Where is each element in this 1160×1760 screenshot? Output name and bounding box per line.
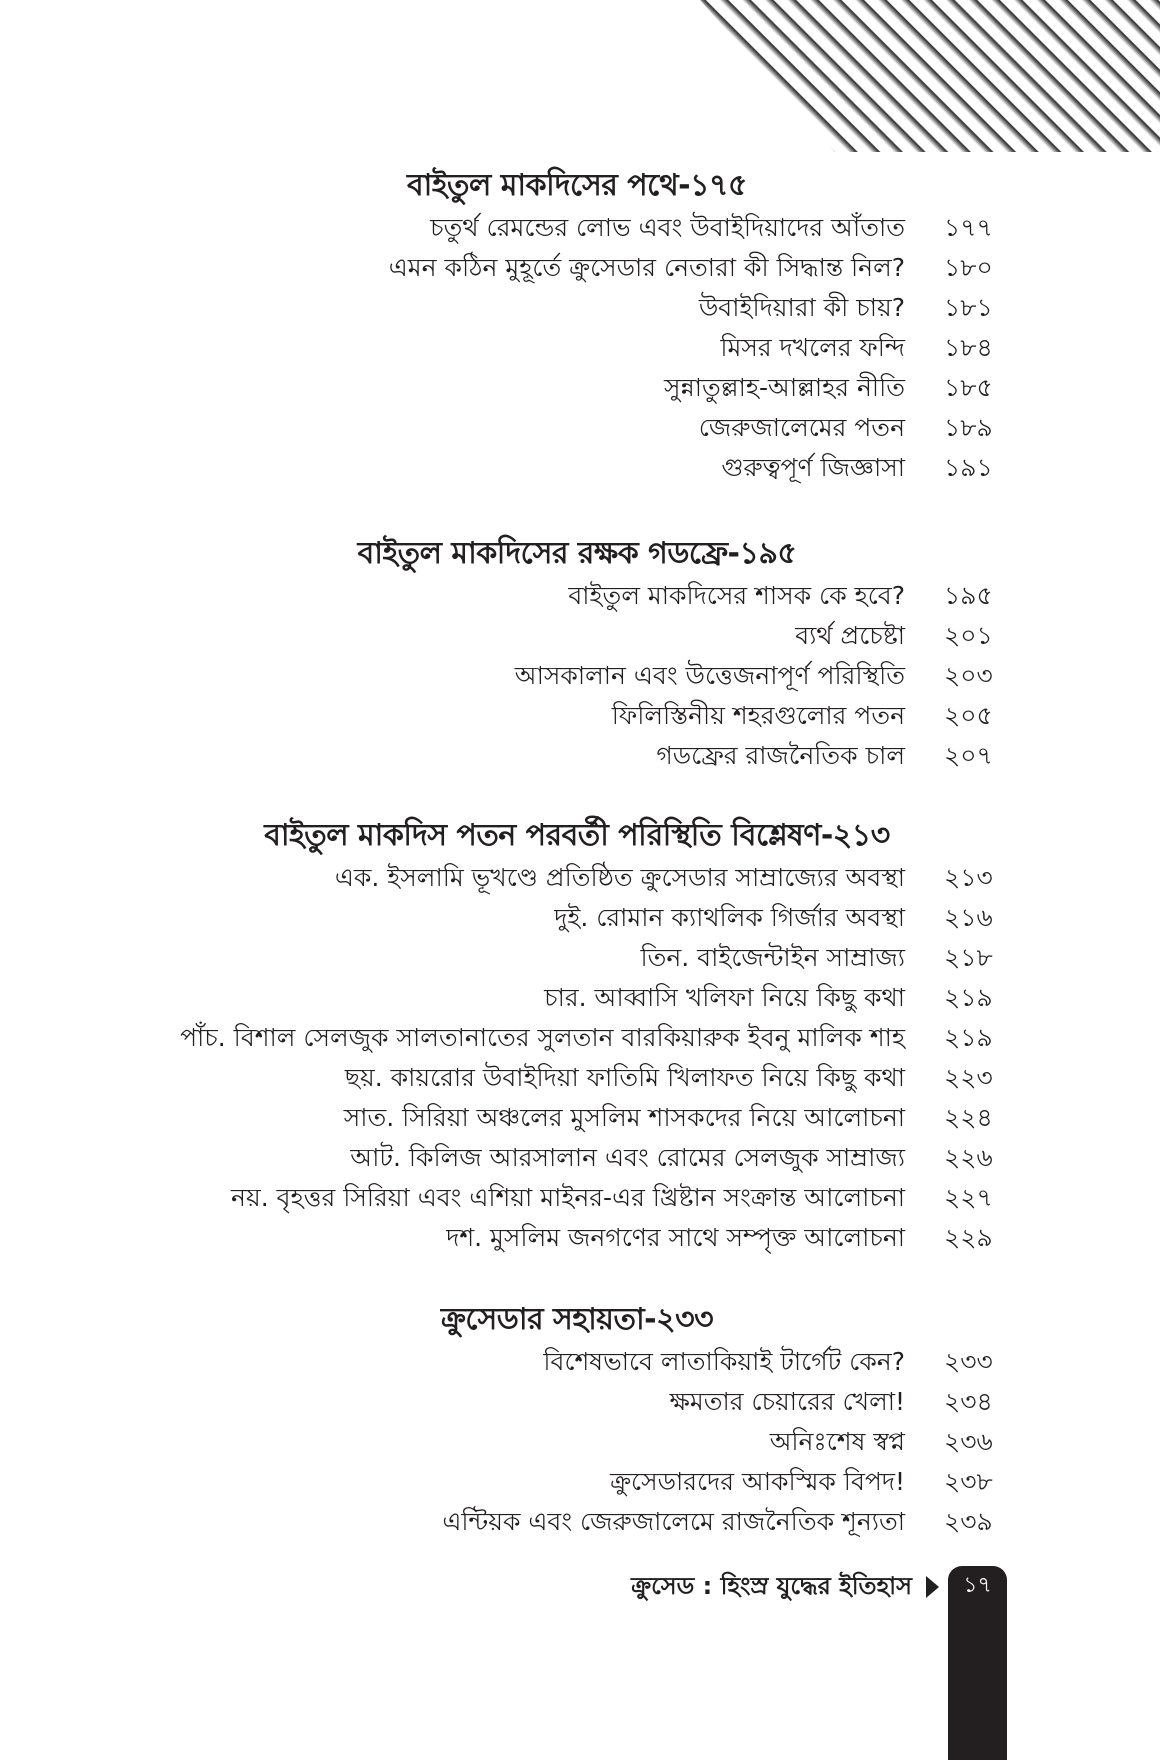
toc-entry[interactable] <box>0 898 1160 938</box>
entry-title: জেরুজালেমের পতন <box>698 413 905 442</box>
section-heading: বাইতুল মাকদিসের পথে-১৭৫ <box>406 168 748 203</box>
toc-entry[interactable] <box>0 576 1160 616</box>
section-heading: ক্রুসেডার সহায়তা-২৩৩ <box>440 1302 714 1337</box>
entry-title: ছয়. কায়রোর উবাইদিয়া ফাতিমি খিলাফত নিয়ে কিছু কথা <box>344 1063 905 1092</box>
toc-entry[interactable] <box>0 858 1160 898</box>
toc-entry[interactable] <box>0 1342 1160 1382</box>
toc-entry[interactable] <box>0 736 1160 776</box>
entry-page-number: ২৩৬ <box>944 1427 993 1456</box>
toc-entry[interactable] <box>0 1138 1160 1178</box>
toc-entry[interactable] <box>0 696 1160 736</box>
entry-title: নয়. বৃহত্তর সিরিয়া এবং এশিয়া মাইনর-এর খ্রিষ্টান সংক্রান্ত আলোচনা <box>231 1183 905 1212</box>
entry-title: ক্রুসেডারদের আকস্মিক বিপদ! <box>610 1467 905 1496</box>
entry-page-number: ২১৯ <box>944 1023 993 1052</box>
entry-page-number: ২১৬ <box>944 903 993 932</box>
toc-entry[interactable] <box>0 448 1160 488</box>
entry-page-number: ২০৫ <box>944 701 993 730</box>
entry-page-number: ২১৩ <box>944 863 993 892</box>
entry-page-number: ১৮১ <box>944 293 993 322</box>
entry-title: বাইতুল মাকদিসের শাসক কে হবে? <box>568 581 905 610</box>
toc-entry[interactable] <box>0 288 1160 328</box>
entry-title: এমন কঠিন মুহূর্তে ক্রুসেডার নেতারা কী সিদ্ধান্ত নিল? <box>388 253 905 282</box>
running-footer-book-title: ক্রুসেড : হিংস্র যুদ্ধের ইতিহাস <box>631 1572 912 1600</box>
entry-title: গডফ্রের রাজনৈতিক চাল <box>656 741 905 770</box>
entry-title: দুই. রোমান ক্যাথলিক গির্জার অবস্থা <box>554 903 905 932</box>
entry-title: সুন্নাতুল্লাহ-আল্লাহর নীতি <box>664 373 905 402</box>
entry-page-number: ২০১ <box>944 621 993 650</box>
toc-entry[interactable] <box>0 656 1160 696</box>
entry-page-number: ২২৯ <box>944 1223 993 1252</box>
entry-page-number: ১৭৭ <box>944 213 993 242</box>
toc-entry[interactable] <box>0 1422 1160 1462</box>
toc-entry[interactable] <box>0 616 1160 656</box>
entry-page-number: ২২৪ <box>944 1103 993 1132</box>
entry-title: দশ. মুসলিম জনগণের সাথে সম্পৃক্ত আলোচনা <box>446 1223 905 1252</box>
entry-title: সাত. সিরিয়া অঞ্চলের মুসলিম শাসকদের নিয়ে আলোচনা <box>343 1103 905 1132</box>
entry-title: ফিলিস্তিনীয় শহরগুলোর পতন <box>611 701 905 730</box>
entry-title: চতুর্থ রেমন্ডের লোভ এবং উবাইদিয়াদের আঁতাত <box>430 213 905 242</box>
entry-page-number: ২৩৮ <box>944 1467 993 1496</box>
entry-title: চার. আব্বাসি খলিফা নিয়ে কিছু কথা <box>544 983 905 1012</box>
entry-page-number: ২০৭ <box>944 741 993 770</box>
toc-entry[interactable] <box>0 1098 1160 1138</box>
toc-entry[interactable] <box>0 408 1160 448</box>
entry-title: ব্যর্থ প্রচেষ্টা <box>795 621 905 650</box>
toc-entry[interactable] <box>0 978 1160 1018</box>
toc-entry[interactable] <box>0 938 1160 978</box>
toc-entry[interactable] <box>0 368 1160 408</box>
entry-page-number: ১৮০ <box>944 253 993 282</box>
entry-page-number: ১৯৫ <box>944 581 993 610</box>
entry-title: বিশেষভাবে লাতাকিয়াই টার্গেট কেন? <box>543 1347 905 1376</box>
entry-page-number: ২৩৩ <box>944 1347 993 1376</box>
entry-title: অনিঃশেষ স্বপ্ন <box>769 1427 905 1456</box>
page-number-tab <box>948 1566 1007 1760</box>
entry-page-number: ১৯১ <box>944 453 993 482</box>
entry-page-number: ১৮৯ <box>944 413 993 442</box>
entry-page-number: ২২৬ <box>944 1143 993 1172</box>
entry-page-number: ২১৯ <box>944 983 993 1012</box>
diagonal-stripes-decoration <box>700 0 1160 152</box>
entry-title: উবাইদিয়ারা কী চায়? <box>698 293 905 322</box>
entry-page-number: ১৮৫ <box>944 373 993 402</box>
entry-page-number: ২৩৯ <box>944 1507 993 1536</box>
toc-entry[interactable] <box>0 1178 1160 1218</box>
entry-page-number: ২২৩ <box>944 1063 993 1092</box>
entry-page-number: ১৮৪ <box>944 333 993 362</box>
toc-entry[interactable] <box>0 1382 1160 1422</box>
toc-entry[interactable] <box>0 1502 1160 1542</box>
entry-title: এন্টিয়ক এবং জেরুজালেমে রাজনৈতিক শূন্যতা <box>442 1507 905 1536</box>
toc-entry[interactable] <box>0 1018 1160 1058</box>
entry-page-number: ২২৭ <box>944 1183 993 1212</box>
entry-title: মিসর দখলের ফন্দি <box>720 333 905 362</box>
entry-page-number: ২০৩ <box>944 661 993 690</box>
entry-title: গুরুত্বপূর্ণ জিজ্ঞাসা <box>721 453 905 482</box>
entry-title: এক. ইসলামি ভূখণ্ডে প্রতিষ্ঠিত ক্রুসেডার সাম্রাজ্যের অবস্থা <box>334 863 905 892</box>
entry-page-number: ২৩৪ <box>944 1387 993 1416</box>
entry-title: পাঁচ. বিশাল সেলজুক সালতানাতের সুলতান বারকিয়ারুক ইবনু মালিক শাহ <box>180 1023 905 1052</box>
entry-title: ক্ষমতার চেয়ারের খেলা! <box>669 1387 905 1416</box>
right-triangle-icon <box>926 1576 939 1598</box>
page-number: ১৭ <box>963 1573 992 1598</box>
toc-entry[interactable] <box>0 328 1160 368</box>
entry-title: তিন. বাইজেন্টাইন সাম্রাজ্য <box>640 943 905 972</box>
toc-entry[interactable] <box>0 1462 1160 1502</box>
section-heading: বাইতুল মাকদিস পতন পরবর্তী পরিস্থিতি বিশ্লেষণ-২১৩ <box>264 818 890 853</box>
toc-entry[interactable] <box>0 208 1160 248</box>
entry-title: আট. কিলিজ আরসালান এবং রোমের সেলজুক সাম্রাজ্য <box>350 1143 905 1172</box>
toc-entry[interactable] <box>0 1058 1160 1098</box>
toc-entry[interactable] <box>0 248 1160 288</box>
toc-entry[interactable] <box>0 1218 1160 1258</box>
entry-title: আসকালান এবং উত্তেজনাপূর্ণ পরিস্থিতি <box>514 661 905 690</box>
section-heading: বাইতুল মাকদিসের রক্ষক গডফ্রে-১৯৫ <box>357 536 797 571</box>
entry-page-number: ২১৮ <box>944 943 993 972</box>
